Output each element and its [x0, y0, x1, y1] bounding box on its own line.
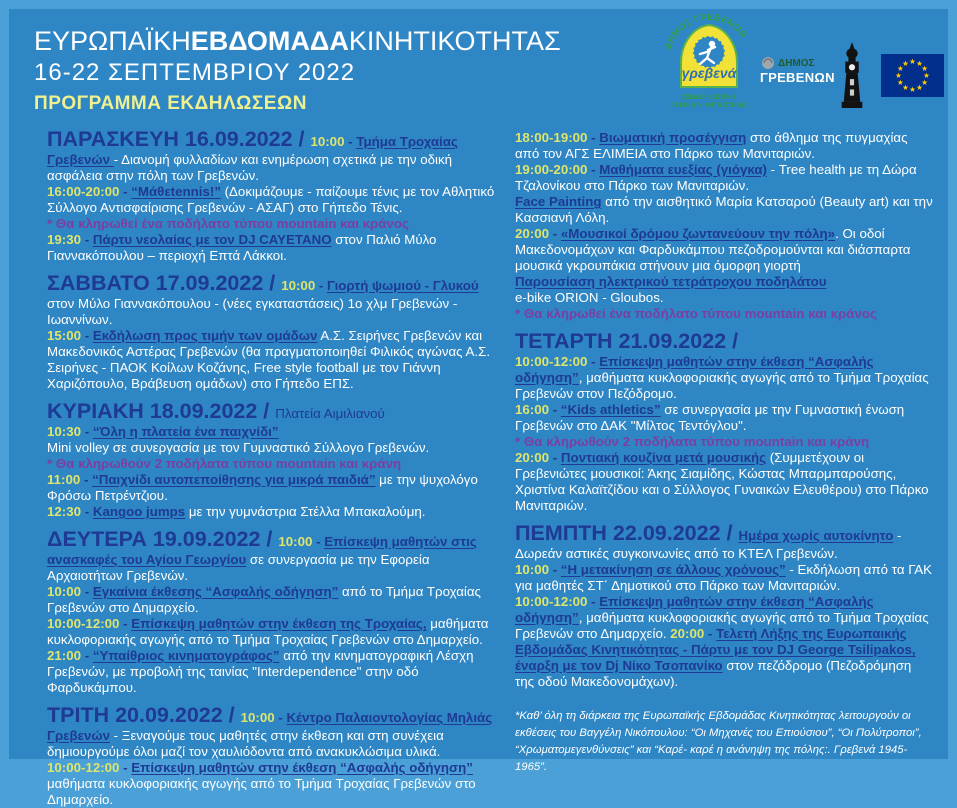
sump-logo-icon — [662, 14, 756, 114]
text-segment-plain: από την αισθητικό Μαρία Κατσαρού (Beauty art) και την Κασσιανή Λόλη. — [515, 194, 933, 225]
text-segment-navy: - — [344, 134, 357, 149]
text-segment-title: “Όλη η πλατεία ένα παιχνίδι” — [92, 424, 279, 439]
text-segment-navy: - — [81, 424, 93, 439]
municipality-logo — [760, 42, 867, 108]
eu-star-icon: ★ — [909, 85, 916, 95]
sump-arc-text: ΔΗΜΟΣ ΓΡΕΒΕΝΩΝ — [662, 14, 750, 51]
municipality-name-line2: ΓΡΕΒΕΝΩΝ — [760, 70, 835, 85]
sump-logo — [662, 14, 756, 119]
poster-header — [34, 26, 654, 115]
text-segment-purple: * Θα κληρωθούν 2 ποδήλατα τύπου mountain και κράνη — [47, 456, 402, 471]
date-range: 16-22 ΣΕΠΤΕΜΒΡΙΟΥ 2022 — [34, 59, 356, 87]
text-segment-navy: - — [704, 626, 717, 641]
text-segment-day: ΣΑΒΒΑΤΟ 17.09.2022 / — [47, 271, 282, 295]
text-segment-time: 10:00-12:00 — [515, 354, 588, 369]
text-segment-plain: σε συνεργασία με την Γυμναστική ένωση Γρεβενών στο ΔΑΚ "Μίλτος Τεντόγλου". — [515, 402, 905, 433]
event-paragraph — [47, 424, 497, 440]
day-section-heading-paragraph — [47, 703, 497, 760]
day-section-heading-paragraph — [515, 521, 933, 562]
text-segment-time: 16:00-20:00 — [47, 184, 120, 199]
text-segment-plain: στον Μύλο Γιαννακόπουλου - (νέες εγκαταστάσεις) 1ο χλμ Γρεβενών - Ιωαννίνων. — [47, 296, 458, 327]
text-segment-plain: - Διανομή φυλλαδίων και ενημέρωση σχετικά με την οδική ασφάλεια στην πόλη των Γρεβενών. — [47, 152, 453, 183]
text-segment-plain: μαθήματα κυκλοφοριακής αγωγής από το Τμήμα Τροχαίας Γρεβενών στο Δημαρχείο. — [47, 776, 476, 807]
text-segment-navy: - — [549, 402, 561, 417]
eu-star-icon: ★ — [921, 64, 928, 74]
text-segment-navy: - — [81, 584, 93, 599]
event-paragraph — [515, 434, 933, 450]
day-section-heading-paragraph — [47, 527, 497, 584]
event-paragraph — [515, 226, 933, 274]
day-section-heading-paragraph — [47, 399, 497, 424]
text-segment-time: 18:00-19:00 — [515, 130, 588, 145]
right-column — [515, 130, 933, 775]
event-paragraph — [515, 562, 933, 594]
text-segment-title: “Μάθεtennis!” — [131, 184, 221, 199]
event-paragraph — [515, 306, 933, 322]
text-segment-plain: από το Τμήμα Τροχαίας Γρεβενών στο Δημαρχείο. — [47, 584, 481, 615]
text-segment-navy: - — [587, 162, 600, 177]
text-segment-plain: Α.Σ. Σειρήνες Γρεβενών και Μακεδονικός Αστέρας Γρεβενών (θα πραγματοποιηθεί Φιλικός αγώνας Α.Σ. Σειρήνες - ΠΑΟΚ Κοίλων Κοζάνης, Free style football με τον Γιάννη Χαριζόπουλο, Βράβευση ομάδων) στο Γήπεδο ΕΠΣ. — [47, 328, 491, 391]
text-segment-plain: μαθήματα κυκλοφοριακής αγωγής από το Τμήμα Τροχαίας Γρεβενών στο Δημαρχείο. — [47, 616, 489, 647]
text-segment-navy: - — [81, 232, 93, 247]
text-segment-plain: - Εκδήλωση από τα ΓΑΚ για μαθητές ΣΤ΄ Δημοτικού στο Πάρκο των Μανιταριών. — [515, 562, 933, 593]
event-paragraph — [47, 328, 497, 392]
text-segment-navy: - — [549, 226, 561, 241]
page-title — [34, 26, 654, 57]
text-segment-plain: από την κινηματογραφική Λέσχη Γρεβενών, με προβολή της ταινίας "Interdependence" στην οδό Φαρδυκάμπου. — [47, 648, 474, 695]
text-segment-plain: - Ξεναγούμε τους μαθητές στην έκθεση και στη συνέχεια δημιουργούμε όλοι μαζί τον χαυλιόδοντα από ανακυκλώσιμα υλικά. — [47, 728, 444, 759]
text-segment-time: 16:00 — [515, 402, 550, 417]
text-segment-title: Ημέρα χωρίς αυτοκίνητο — [738, 528, 894, 543]
text-segment-time: 19:00-20:00 — [515, 162, 588, 177]
text-segment-purple: * Θα κληρωθεί ένα ποδήλατο τύπου mountain και κράνος — [47, 216, 409, 231]
text-segment-day: ΚΥΡΙΑΚΗ 18.09.2022 / — [47, 399, 276, 423]
eu-star-icon: ★ — [902, 58, 909, 68]
event-paragraph — [47, 184, 497, 216]
text-segment-time: 20:00 — [515, 226, 550, 241]
text-segment-title: “Η μετακίνηση σε άλλους χρόνους” — [560, 562, 786, 577]
event-paragraph — [515, 274, 933, 290]
event-paragraph — [515, 450, 933, 514]
text-segment-title: Επίσκεψη μαθητών στην έκθεση “Ασφαλής οδήγηση” — [515, 354, 874, 385]
text-segment-navy: - — [119, 616, 132, 631]
eu-star-icon: ★ — [909, 57, 916, 67]
event-paragraph — [515, 354, 933, 402]
text-segment-plain: με την γυμνάστρια Στέλλα Μπακαλούμη. — [185, 504, 426, 519]
text-segment-plain: e-bike ORION - Gloubos. — [515, 290, 664, 305]
program-subtitle: ΠΡΟΓΡΑΜΜΑ ΕΚΔΗΛΩΣΕΩΝ — [34, 93, 307, 115]
text-segment-time: 10:00 — [278, 534, 313, 549]
eu-star-icon: ★ — [923, 71, 930, 81]
event-paragraph — [47, 760, 497, 808]
text-segment-plain: - Δωρεάν αστικές συγκοινωνίες από το ΚΤΕΛ Γρεβενών. — [515, 528, 902, 561]
text-segment-plain: (Συμμετέχουν οι Γρεβενιώτες μουσικοί: Άκης Σιαμίδης, Κώστας Μπαρμπαρούσης, Χριστίνα Καλαϊτζίδου και ο Σύλλογος Γυναικών Ελευθέρου) στο Πάρκο Μανιταριών. — [515, 450, 929, 513]
text-segment-title: Πάρτυ νεολαίας με τον DJ CAYETANO — [92, 232, 332, 247]
text-segment-title: Επίσκεψη μαθητών στην έκθεση “Ασφαλής οδήγηση” — [131, 760, 473, 775]
text-segment-title: Κέντρο Παλαιοντολογίας Μηλιάς Γρεβενών — [47, 710, 493, 743]
text-segment-title: Επίσκεψη μαθητών στις ανασκαφές του Αγίου Γεωργίου — [47, 534, 477, 567]
municipality-name-line1: ΔΗΜΟΣ — [760, 56, 835, 70]
text-segment-title: Μαθήματα ευεξίας (γιόγκα) — [599, 162, 767, 177]
sump-caption-1: ΣΧΕΔΙΟ ΒΙΩΣΙΜΗΣ — [681, 94, 737, 101]
text-segment-plain: , μαθήματα κυκλοφοριακής αγωγής από το Τμήμα Τροχαίας Γρεβενών στο Δημαρχείο. — [515, 610, 929, 641]
text-segment-navy: - — [549, 562, 561, 577]
event-paragraph — [515, 594, 933, 690]
text-segment-navy: - — [119, 760, 132, 775]
text-segment-time: 10:00-12:00 — [47, 616, 120, 631]
event-paragraph — [47, 232, 497, 264]
text-segment-title: Βιωματική προσέγγιση — [599, 130, 747, 145]
text-segment-purple: * Θα κληρωθεί ένα ποδήλατο τύπου mountain και κράνος — [515, 306, 877, 321]
event-paragraph — [515, 402, 933, 434]
text-segment-title: “Υπαίθριος κινηματογράφος” — [92, 648, 280, 663]
text-segment-plain: στον πεζόδρομο (Πεζοδρόμηση της οδού Μακεδονομάχων). — [515, 658, 912, 689]
text-segment-time: 10:00-12:00 — [47, 760, 120, 775]
text-segment-time: 10:00 — [310, 134, 345, 149]
eu-star-icon: ★ — [921, 78, 928, 88]
text-segment-title: Γιορτή ψωμιού - Γλυκού — [327, 278, 479, 293]
text-segment-time: 12:30 — [47, 504, 82, 519]
eu-star-icon: ★ — [895, 71, 902, 81]
text-segment-footnote: *Καθ’ όλη τη διάρκεια της Ευρωπαϊκής Εβδομάδας Κινητικότητας λειτουργούν οι εκθέσεις του Βαγγέλη Νικόπουλου: “Οι Μηχανές του Επιούσιου”, “Οι Πολύτροποι”, “Χρωματομεγενθύνσεις” και “Καρέ- καρέ η ανάνηψη της πόλης:. Γρεβενά 1945-1965”. — [515, 710, 922, 773]
text-segment-title: «Μουσικοί δρόμου ζωντανεύουν την πόλη» — [560, 226, 836, 241]
text-segment-title: “Kids athletics” — [560, 402, 661, 417]
text-segment-day: ΔΕΥΤΕΡΑ 19.09.2022 / — [47, 527, 279, 551]
municipality-logo-text — [760, 56, 835, 85]
text-segment-time: 15:00 — [47, 328, 82, 343]
text-segment-day: ΠΕΜΠΤΗ 22.09.2022 / — [515, 521, 739, 545]
event-paragraph — [515, 290, 933, 306]
event-paragraph — [515, 130, 933, 162]
text-segment-plain: σε συνεργασία με την Εφορεία Αρχαιοτήτων Γρεβενών. — [47, 552, 430, 583]
eu-flag-icon — [881, 54, 944, 97]
clock-tower-icon — [837, 42, 867, 108]
text-segment-purple: * Θα κληρωθούν 2 ποδήλατα τύπου mountain και κράνη — [515, 434, 870, 449]
day-section-heading-paragraph — [47, 271, 497, 328]
event-paragraph — [47, 616, 497, 648]
event-paragraph — [515, 162, 933, 194]
title-part-2: ΕΒΔΟΜΑΔΑ — [190, 26, 349, 56]
text-segment-time: 10:00 — [240, 710, 275, 725]
text-segment-time: 20:00 — [670, 626, 705, 641]
eu-star-icon: ★ — [916, 83, 923, 93]
text-segment-time: 10:00 — [515, 562, 550, 577]
text-segment-plain: στο άθλημα της πυγμαχίας από τον ΑΓΣ ΕΛΙΜΕΙΑ στο Πάρκο των Μανιταριών. — [515, 130, 908, 161]
text-segment-navy: - — [587, 130, 600, 145]
eu-star-icon: ★ — [897, 78, 904, 88]
text-segment-plain: (Δοκιμάζουμε - παίζουμε τένις με τον Αθλητικό Σύλλογο Αντισφαίρισης Γρεβενών - ΑΣΑΓ) στο Γήπεδο Τένις. — [47, 184, 495, 215]
text-segment-plain: Mini volley σε συνεργασία με τον Γυμναστικό Σύλλογο Γρεβενών. — [47, 440, 430, 455]
left-column — [47, 120, 497, 808]
footnote-paragraph — [515, 707, 933, 775]
text-segment-title: Τμήμα Τροχαίας Γρεβενών — [47, 134, 458, 167]
text-segment-day: ΠΑΡΑΣΚΕΥΗ 16.09.2022 / — [47, 127, 311, 151]
text-segment-title: Face Painting — [515, 194, 602, 209]
text-segment-navy: - — [315, 278, 328, 293]
text-segment-navy: - — [81, 648, 93, 663]
text-segment-navy: - — [587, 354, 600, 369]
text-segment-title: Εγκαίνια έκθεσης “Ασφαλής οδήγηση” — [92, 584, 339, 599]
title-part-3: ΚΙΝΗΤΙΚΟΤΗΤΑΣ — [348, 26, 561, 56]
text-segment-navy: - — [549, 450, 561, 465]
text-segment-navyplain: Πλατεία Αιμιλιανού — [275, 406, 385, 421]
day-section-heading-paragraph — [47, 127, 497, 184]
text-segment-navy: - — [587, 594, 600, 609]
text-segment-time: 10:00 — [281, 278, 316, 293]
text-segment-plain: , μαθήματα κυκλοφοριακής αγωγής από το Τμήμα Τροχαίας Γρεβενών στον Πεζόδρομο. — [515, 370, 929, 401]
event-paragraph — [47, 472, 497, 504]
text-segment-navy: - — [274, 710, 287, 725]
sump-script-text: γρεβενά — [681, 65, 737, 81]
text-segment-time: 19:30 — [47, 232, 82, 247]
text-segment-title: Επίσκεψη μαθητών στην έκθεση της Τροχαίας, — [131, 616, 427, 631]
text-segment-navy: - — [81, 504, 93, 519]
text-segment-plain: με την ψυχολόγο Φρόσω Πετρέντζιου. — [47, 472, 478, 503]
text-segment-navy: - — [80, 472, 93, 487]
eu-star-icon: ★ — [897, 64, 904, 74]
event-paragraph — [47, 456, 497, 472]
text-segment-day: ΤΕΤΑΡΤΗ 21.09.2022 / — [515, 329, 739, 353]
eu-flag — [881, 54, 944, 102]
text-segment-time: 10:00 — [47, 584, 82, 599]
sump-caption-2: ΑΣΤΙΚΗΣ ΚΙΝΗΤΙΚΟΤΗΤΑΣ — [670, 102, 748, 109]
event-paragraph — [47, 440, 497, 456]
text-segment-navy: - — [312, 534, 325, 549]
text-segment-title: Ποντιακή κουζίνα μετά μουσικής — [560, 450, 767, 465]
text-segment-plain: στον Παλιό Μύλο Γιαννακόπουλου – περιοχή Επτά Λάκκοι. — [47, 232, 437, 263]
text-segment-day: ΤΡΙΤΗ 20.09.2022 / — [47, 703, 241, 727]
text-segment-time: 20:00 — [515, 450, 550, 465]
text-segment-title: Τελετή Λήξης της Ευρωπαικής Εβδομάδας Κινητικότητας - Πάρτυ με τον DJ George Tsilipakos, έναρξη με τον Dj Νίκο Τσοπανίκο — [515, 626, 916, 673]
eu-star-icon: ★ — [902, 83, 909, 93]
event-paragraph — [47, 648, 497, 696]
eu-star-icon: ★ — [916, 58, 923, 68]
text-segment-time: 11:00 — [47, 472, 81, 487]
title-part-1: ΕΥΡΩΠΑΪΚΗ — [34, 26, 191, 56]
text-segment-title: Kangoo jumps — [92, 504, 186, 519]
event-paragraph — [47, 504, 497, 520]
text-segment-title: Εκδήλωση προς τιμήν των ομάδων — [92, 328, 318, 343]
text-segment-title: Παρουσίαση ηλεκτρικού τετράτροχου ποδηλάτου — [515, 274, 827, 289]
text-segment-time: 10:30 — [47, 424, 82, 439]
text-segment-plain: . Οι οδοί Μακεδονομάχων και Φαρδυκάμπου πεζοδρομούνται και διάσπαρτα μουσικά γκρουπάκια στήνουν μια όμορφη γιορτή — [515, 226, 911, 273]
text-segment-navy: - — [119, 184, 132, 199]
event-paragraph — [515, 194, 933, 226]
text-segment-navy: - — [81, 328, 93, 343]
ram-emblem-icon — [760, 56, 776, 70]
event-paragraph — [47, 584, 497, 616]
text-segment-plain: - Tree health με τη Δώρα Τζαλονίκου στο Πάρκο των Μανιταριών. — [515, 162, 917, 193]
text-segment-time: 10:00-12:00 — [515, 594, 588, 609]
day-section-heading-paragraph — [515, 329, 933, 354]
text-segment-time: 21:00 — [47, 648, 82, 663]
text-segment-title: Επίσκεψη μαθητών στην έκθεση “Ασφαλής οδήγηση” — [515, 594, 874, 625]
event-paragraph — [47, 216, 497, 232]
text-segment-title: “Παιχνίδι αυτοπεποίθησης για μικρά παιδιά” — [92, 472, 376, 487]
